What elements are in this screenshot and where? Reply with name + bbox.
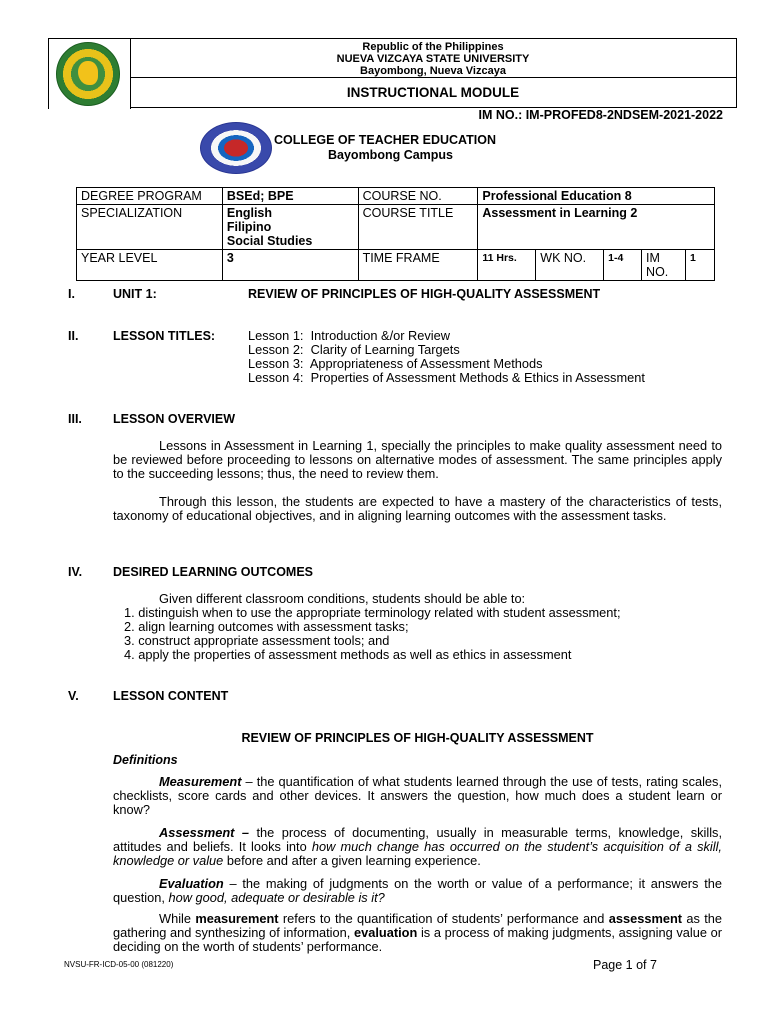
evaluation-text: – the making of judgments on the worth or value of a performance; it answers the question, bbox=[113, 876, 722, 905]
section-1-number: I. bbox=[68, 287, 75, 301]
list-item: Lesson 3: Appropriateness of Assessment Methods bbox=[248, 356, 543, 371]
list-item: 4. apply the properties of assessment methods as well as ethics in assessment bbox=[124, 647, 572, 662]
list-item: Lesson 1: Introduction &/or Review bbox=[248, 328, 451, 343]
measurement-term: Measurement bbox=[159, 774, 242, 789]
country-text: Republic of the Philippines bbox=[362, 41, 504, 53]
table-row bbox=[77, 250, 715, 281]
specialization-values bbox=[222, 205, 358, 250]
section-3-label: LESSON OVERVIEW bbox=[113, 412, 236, 426]
while-text-1: While bbox=[159, 911, 196, 926]
lesson-list bbox=[248, 329, 645, 385]
assessment-italic: how much change has occurred on the student’s acquisition of a skill, knowledge or value bbox=[113, 839, 722, 868]
list-item: Lesson 4: Properties of Assessment Methods & Ethics in Assessment bbox=[248, 370, 645, 385]
module-title: INSTRUCTIONAL MODULE bbox=[130, 78, 737, 108]
university-location: Bayombong, Nueva Vizcaya bbox=[360, 65, 506, 77]
university-seal-icon bbox=[56, 42, 120, 106]
section-2-number: II. bbox=[68, 329, 79, 343]
list-item: 3. construct appropriate assessment tools; and bbox=[124, 633, 390, 648]
section-1-title: REVIEW OF PRINCIPLES OF HIGH-QUALITY ASSESSMENT bbox=[248, 287, 601, 301]
measurement-text: – the quantification of what students learned through the use of tests, rating scales, checklists, score cards and other devices. It answers the question, how much does a student learn or know? bbox=[113, 774, 722, 817]
outcomes-intro: Given different classroom conditions, students should be able to: bbox=[159, 591, 526, 606]
section-2-label: LESSON TITLES: bbox=[113, 329, 216, 343]
measurement-definition bbox=[113, 775, 722, 817]
section-4-number: IV. bbox=[68, 565, 83, 579]
university-name: NUEVA VIZCAYA STATE UNIVERSITY bbox=[336, 53, 530, 65]
specialization-item: Filipino bbox=[226, 220, 272, 234]
course-info-table bbox=[76, 187, 715, 281]
table-row bbox=[77, 188, 715, 205]
time-frame-value: 11 Hrs. bbox=[478, 250, 536, 281]
course-title-value: Assessment in Learning 2 bbox=[478, 205, 715, 250]
list-item: 2. align learning outcomes with assessment tasks; bbox=[124, 619, 409, 634]
im-no-value: 1 bbox=[686, 250, 715, 281]
overview-paragraph-2: Through this lesson, the students are expected to have a mastery of the characteristics of tests, taxonomy of educational objectives, and in aligning learning outcomes with the assessment tasks. bbox=[113, 494, 722, 523]
time-frame-label: TIME FRAME bbox=[358, 250, 478, 281]
form-code: NVSU-FR-ICD-05-00 (081220) bbox=[64, 960, 174, 969]
definitions-heading: Definitions bbox=[113, 753, 178, 767]
while-bold-evaluation: evaluation bbox=[353, 925, 418, 940]
im-number: IM NO.: IM-PROFED8-2NDSEM-2021-2022 bbox=[478, 108, 723, 122]
college-name: COLLEGE OF TEACHER EDUCATION bbox=[274, 133, 496, 147]
section-1-label: UNIT 1: bbox=[113, 287, 157, 301]
specialization-label: SPECIALIZATION bbox=[77, 205, 223, 250]
while-text-2: refers to the quantification of students’ performance and bbox=[278, 911, 609, 926]
course-no-label: COURSE NO. bbox=[358, 188, 478, 205]
year-level-label: YEAR LEVEL bbox=[77, 250, 223, 281]
assessment-text-1: the process of documenting, usually in measurable terms, knowledge, skills, attitudes and beliefs. It looks into bbox=[113, 825, 723, 854]
overview-paragraph-1: Lessons in Assessment in Learning 1, specially the principles to make quality assessment need to be reviewed before proceeding to lessons on alternative modes of assessment. The same principles apply to the succeeding lessons; thus, the need to review them. bbox=[113, 438, 722, 481]
evaluation-term: Evaluation bbox=[159, 876, 224, 891]
assessment-definition bbox=[113, 826, 722, 868]
campus-name: Bayombong Campus bbox=[328, 148, 454, 162]
im-no-label: IM NO. bbox=[642, 250, 686, 281]
while-text-3: as the gathering and synthesizing of information, bbox=[113, 911, 722, 940]
wk-no-label: WK NO. bbox=[536, 250, 604, 281]
table-row bbox=[77, 205, 715, 250]
assessment-term: Assessment – bbox=[159, 825, 249, 840]
evaluation-italic: how good, adequate or desirable is it? bbox=[168, 890, 385, 905]
header-university-block bbox=[130, 38, 737, 78]
degree-value: BSEd; BPE bbox=[222, 188, 358, 205]
section-5-label: LESSON CONTENT bbox=[113, 689, 229, 703]
specialization-item: English bbox=[226, 206, 273, 220]
evaluation-definition bbox=[113, 877, 722, 905]
wk-no-value: 1-4 bbox=[604, 250, 642, 281]
while-bold-measurement: measurement bbox=[195, 911, 279, 926]
section-3-number: III. bbox=[68, 412, 82, 426]
outcomes-list bbox=[124, 606, 621, 662]
college-seal-icon bbox=[200, 122, 272, 174]
while-bold-assessment: assessment bbox=[608, 911, 683, 926]
page-number: Page 1 of 7 bbox=[593, 958, 657, 972]
while-paragraph bbox=[113, 912, 722, 954]
section-4-label: DESIRED LEARNING OUTCOMES bbox=[113, 565, 314, 579]
degree-label: DEGREE PROGRAM bbox=[77, 188, 223, 205]
course-no-value: Professional Education 8 bbox=[478, 188, 715, 205]
list-item: Lesson 2: Clarity of Learning Targets bbox=[248, 342, 460, 357]
year-level-value: 3 bbox=[222, 250, 358, 281]
course-title-label: COURSE TITLE bbox=[358, 205, 478, 250]
while-text-4: is a process of making judgments, assigning value or deciding on the worth of students’ performance. bbox=[113, 925, 722, 954]
assessment-text-2: before and after a given learning experience. bbox=[223, 853, 481, 868]
specialization-item: Social Studies bbox=[226, 234, 313, 248]
list-item: 1. distinguish when to use the appropriate terminology related with student assessment; bbox=[124, 605, 621, 620]
content-title: REVIEW OF PRINCIPLES OF HIGH-QUALITY ASSESSMENT bbox=[241, 731, 594, 745]
section-5-number: V. bbox=[68, 689, 79, 703]
